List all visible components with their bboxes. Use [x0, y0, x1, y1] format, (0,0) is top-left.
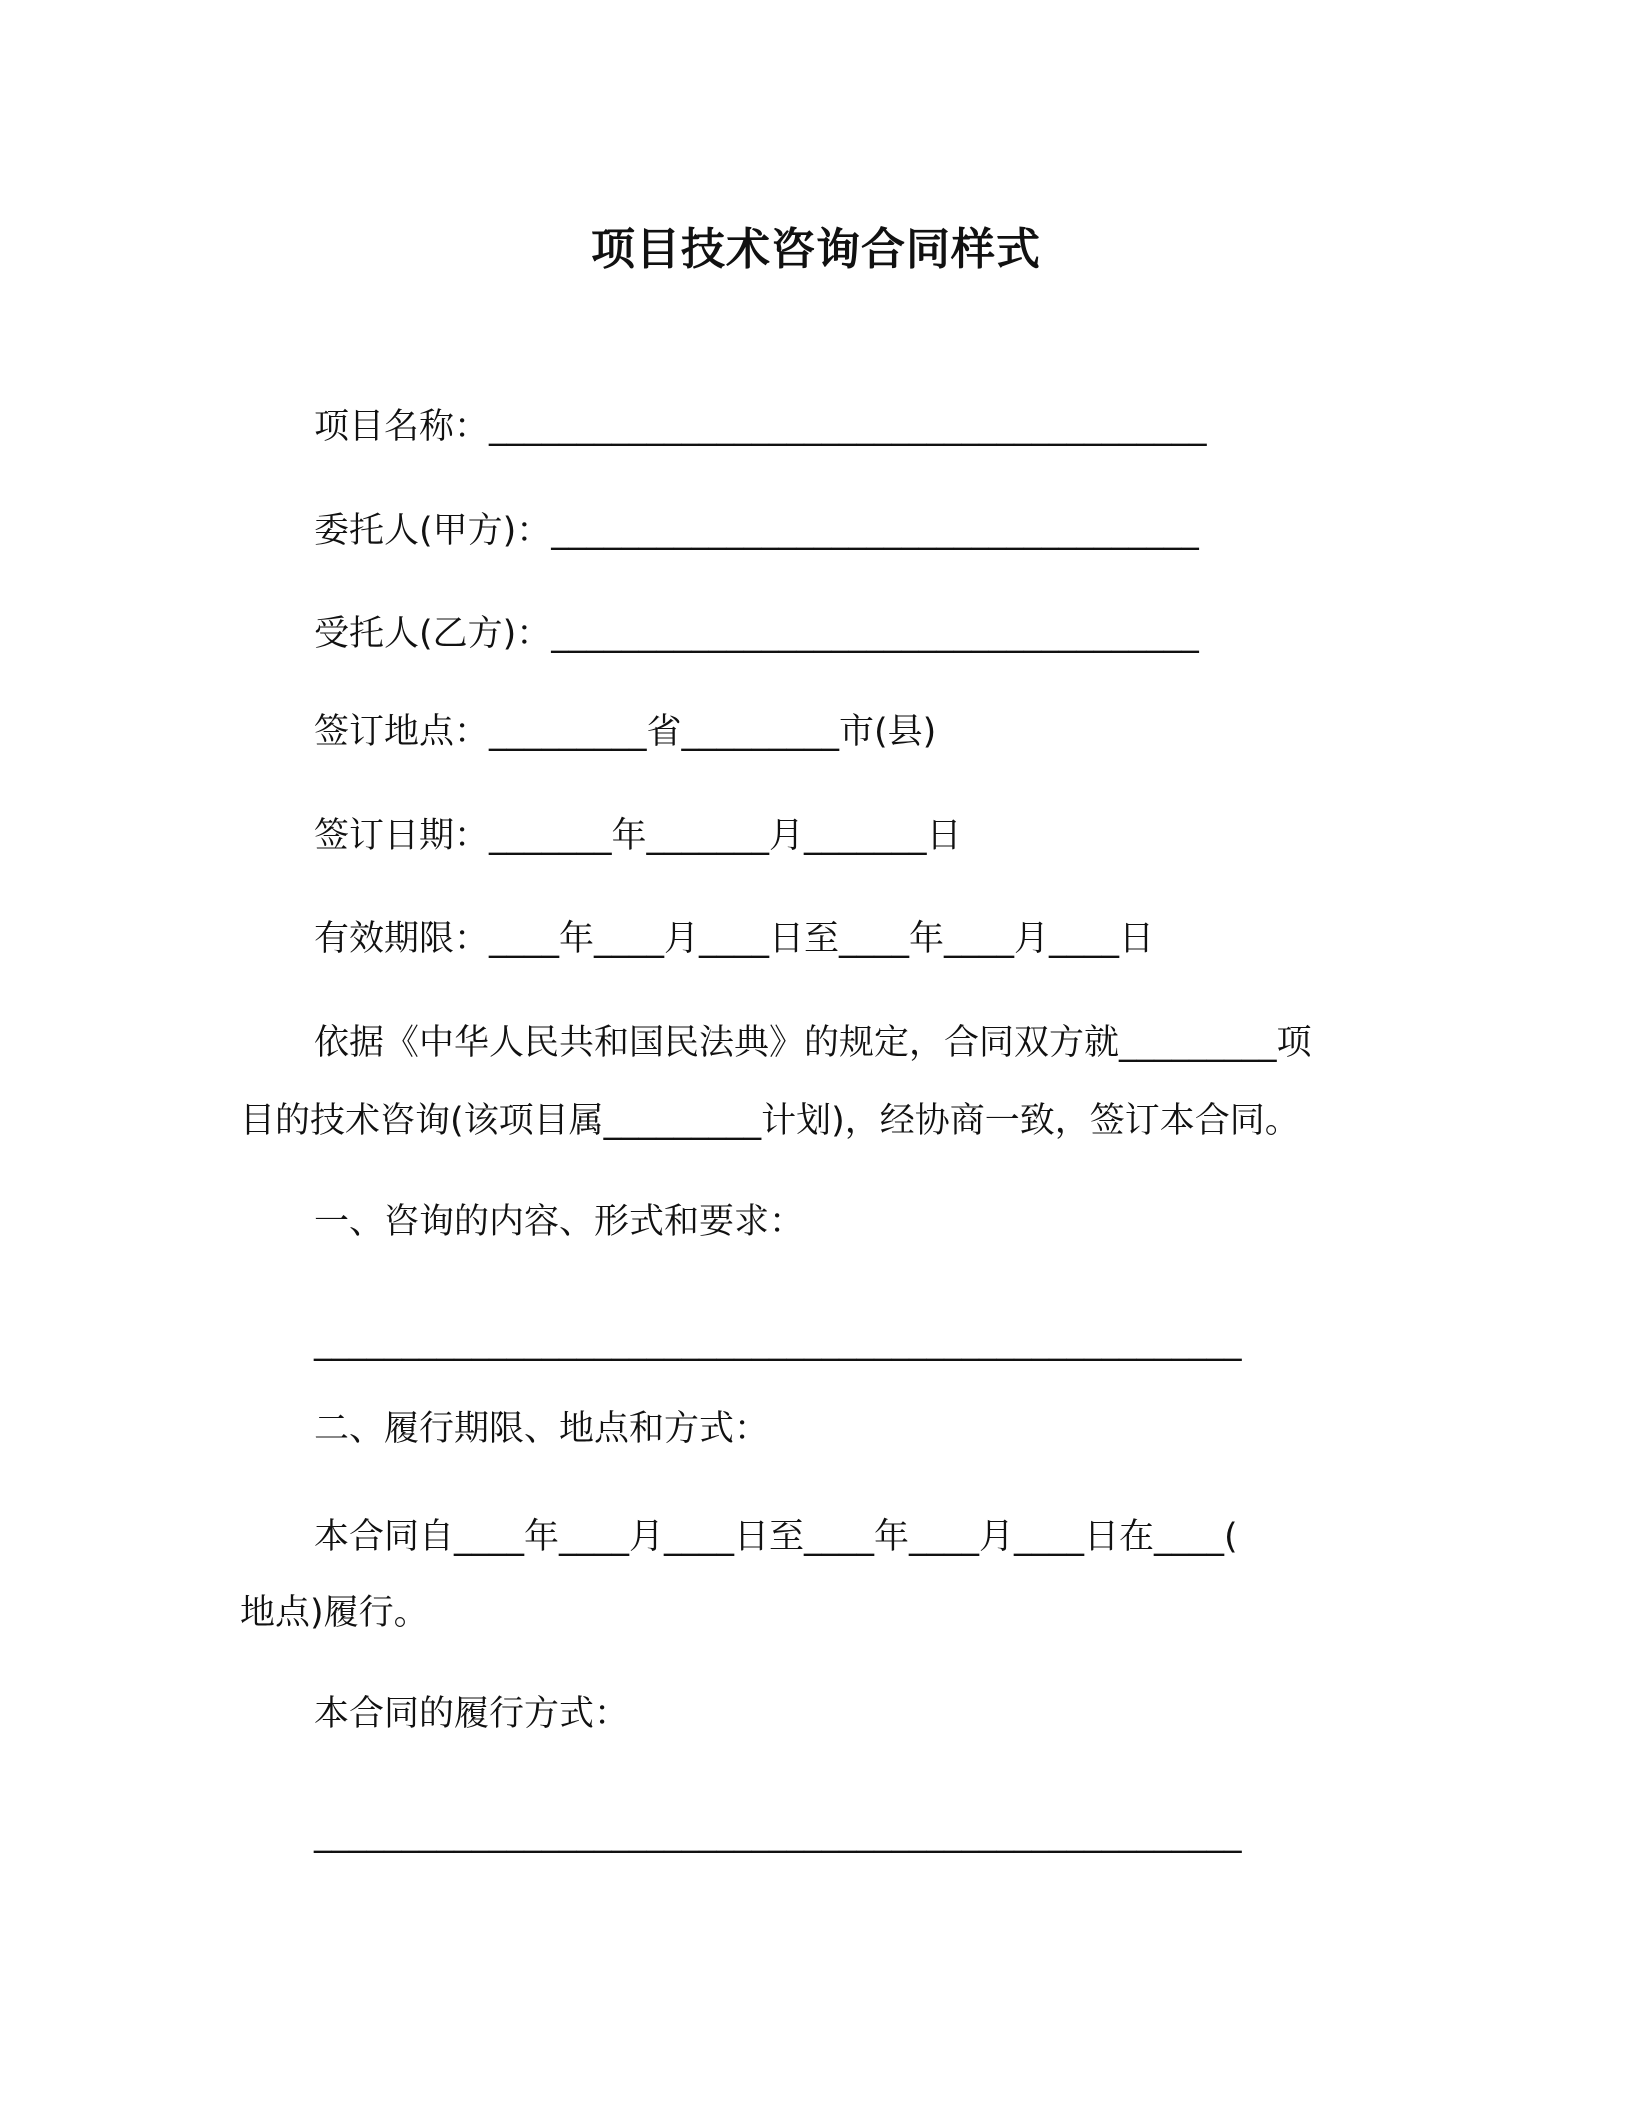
field-sign-date: 签订日期：_______年_______月_______日	[314, 816, 962, 856]
section-1-heading: 一、咨询的内容、形式和要求：	[314, 1202, 805, 1242]
section-2-period-line-1: 本合同自____年____月____日至____年____月____日在____(	[314, 1517, 1238, 1557]
section-2-method-blank-line: _____________________________________________________	[314, 1814, 1242, 1854]
field-sign-place: 签订地点：_________省_________市(县)	[314, 712, 937, 752]
preamble-line-2: 目的技术咨询(该项目属_________计划)，经协商一致，签订本合同。	[240, 1101, 1300, 1141]
preamble-line-1: 依据《中华人民共和国民法典》的规定，合同双方就_________项	[314, 1023, 1312, 1063]
field-contractor: 受托人(乙方)：_____________________________________	[314, 614, 1199, 654]
field-project-name: 项目名称：_________________________________________	[314, 407, 1207, 447]
section-2-heading: 二、履行期限、地点和方式：	[314, 1409, 770, 1449]
section-2-period-line-2: 地点)履行。	[240, 1593, 429, 1633]
section-2-method-label: 本合同的履行方式：	[314, 1694, 630, 1734]
field-valid-period: 有效期限：____年____月____日至____年____月____日	[314, 919, 1155, 959]
document-title: 项目技术咨询合同样式	[591, 224, 1041, 275]
section-1-blank-line: _____________________________________________________	[314, 1322, 1242, 1362]
field-client: 委托人(甲方)：_____________________________________	[314, 511, 1199, 551]
